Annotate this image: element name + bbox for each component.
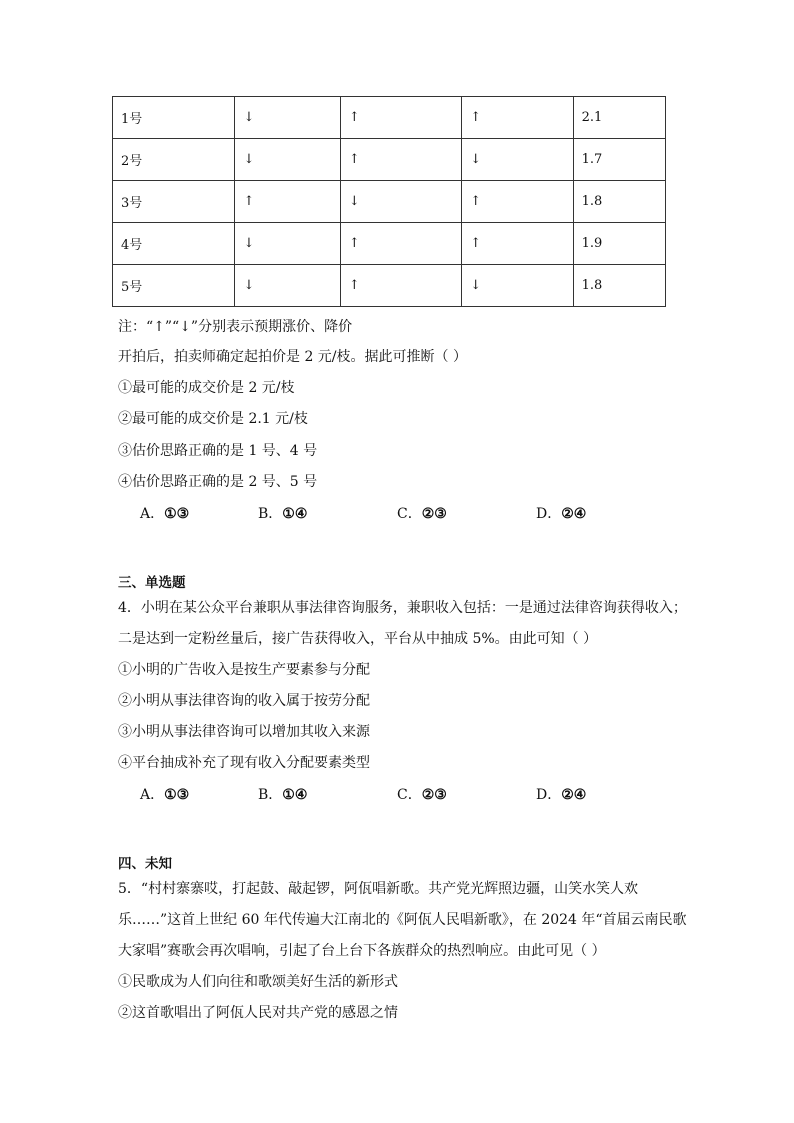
question-stem: 二是达到一定粉丝量后，接广告获得收入，平台从中抽成 5%。由此可知（ ） bbox=[118, 631, 598, 647]
table-cell: 4号 bbox=[113, 223, 235, 265]
table-cell: ↓ bbox=[235, 223, 340, 265]
table-cell: 3号 bbox=[113, 181, 235, 223]
option-b[interactable] bbox=[258, 784, 307, 804]
table-cell: ↓ bbox=[462, 265, 573, 307]
table-cell: ↓ bbox=[235, 265, 340, 307]
price-estimate-table bbox=[112, 96, 666, 307]
table-cell: ↑ bbox=[462, 181, 573, 223]
option-b[interactable] bbox=[258, 503, 307, 523]
option-letter: D． bbox=[536, 506, 562, 522]
option-a[interactable] bbox=[140, 784, 189, 804]
table-cell: ↓ bbox=[235, 139, 340, 181]
table-cell: ↑ bbox=[340, 97, 461, 139]
option-answer: ②③ bbox=[421, 506, 447, 522]
statement: ②最可能的成交价是 2.1 元/枝 bbox=[118, 411, 308, 427]
question-stem: 5．“村村寨寨哎，打起鼓、敲起锣，阿佤唱新歌。共产党光辉照边疆，山笑水笑人欢 bbox=[118, 881, 639, 897]
table-cell: ↓ bbox=[235, 97, 340, 139]
option-answer: ①④ bbox=[282, 506, 308, 522]
option-letter: D． bbox=[536, 787, 562, 803]
table-row bbox=[113, 223, 666, 265]
table-row bbox=[113, 97, 666, 139]
statement: ④估价思路正确的是 2 号、5 号 bbox=[118, 474, 318, 490]
option-c[interactable] bbox=[397, 784, 447, 804]
statement: ②小明从事法律咨询的收入属于按劳分配 bbox=[118, 693, 370, 709]
table-cell: 2号 bbox=[113, 139, 235, 181]
table-cell: 1.8 bbox=[573, 265, 665, 307]
statement: ①小明的广告收入是按生产要素参与分配 bbox=[118, 662, 370, 678]
statement: ③小明从事法律咨询可以增加其收入来源 bbox=[118, 724, 370, 740]
statement: ③估价思路正确的是 1 号、4 号 bbox=[118, 443, 318, 459]
option-letter: A． bbox=[140, 506, 165, 522]
table-cell: ↑ bbox=[340, 139, 461, 181]
option-letter: C． bbox=[397, 506, 422, 522]
question-stem: 4．小明在某公众平台兼职从事法律咨询服务，兼职收入包括：一是通过法律咨询获得收入； bbox=[118, 600, 687, 616]
table-cell: 5号 bbox=[113, 265, 235, 307]
table-cell: 1.8 bbox=[573, 181, 665, 223]
statement: ①民歌成为人们向往和歌颂美好生活的新形式 bbox=[118, 974, 398, 990]
table-cell: ↑ bbox=[340, 265, 461, 307]
table-cell: 1.7 bbox=[573, 139, 665, 181]
table-cell: ↓ bbox=[340, 181, 461, 223]
option-answer: ②③ bbox=[421, 787, 447, 803]
option-answer: ②④ bbox=[561, 787, 587, 803]
table-row bbox=[113, 265, 666, 307]
option-letter: B． bbox=[258, 787, 283, 803]
option-answer: ①③ bbox=[164, 787, 190, 803]
table-cell: ↓ bbox=[462, 139, 573, 181]
question-stem: 乐……”这首上世纪 60 年代传遍大江南北的《阿佤人民唱新歌》，在 2024 年“首届云南民歌 bbox=[118, 912, 687, 928]
option-answer: ①④ bbox=[282, 787, 308, 803]
option-letter: C． bbox=[397, 787, 422, 803]
table-cell: ↑ bbox=[462, 223, 573, 265]
table-cell: 1号 bbox=[113, 97, 235, 139]
table-cell: ↑ bbox=[235, 181, 340, 223]
section-title: 三、单选题 bbox=[118, 575, 186, 591]
statement: ②这首歌唱出了阿佤人民对共产党的感恩之情 bbox=[118, 1005, 398, 1021]
question-stem: 开拍后，拍卖师确定起拍价是 2 元/枝。据此可推断（ ） bbox=[118, 349, 467, 365]
option-letter: A． bbox=[140, 787, 165, 803]
option-d[interactable] bbox=[536, 784, 586, 804]
section-title: 四、未知 bbox=[118, 856, 172, 872]
table-cell: ↑ bbox=[462, 97, 573, 139]
option-d[interactable] bbox=[536, 503, 586, 523]
question-stem: 大家唱”赛歌会再次唱响，引起了台上台下各族群众的热烈响应。由此可见（ ） bbox=[118, 943, 606, 959]
table-cell: 2.1 bbox=[573, 97, 665, 139]
table-note: 注：“↑”“↓”分别表示预期涨价、降价 bbox=[118, 319, 353, 335]
option-answer: ①③ bbox=[164, 506, 190, 522]
statement: ①最可能的成交价是 2 元/枝 bbox=[118, 380, 295, 396]
table-row bbox=[113, 181, 666, 223]
option-answer: ②④ bbox=[561, 506, 587, 522]
table-cell: 1.9 bbox=[573, 223, 665, 265]
table-cell: ↑ bbox=[340, 223, 461, 265]
option-a[interactable] bbox=[140, 503, 189, 523]
option-letter: B． bbox=[258, 506, 283, 522]
statement: ④平台抽成补充了现有收入分配要素类型 bbox=[118, 755, 370, 771]
option-c[interactable] bbox=[397, 503, 447, 523]
table-row bbox=[113, 139, 666, 181]
